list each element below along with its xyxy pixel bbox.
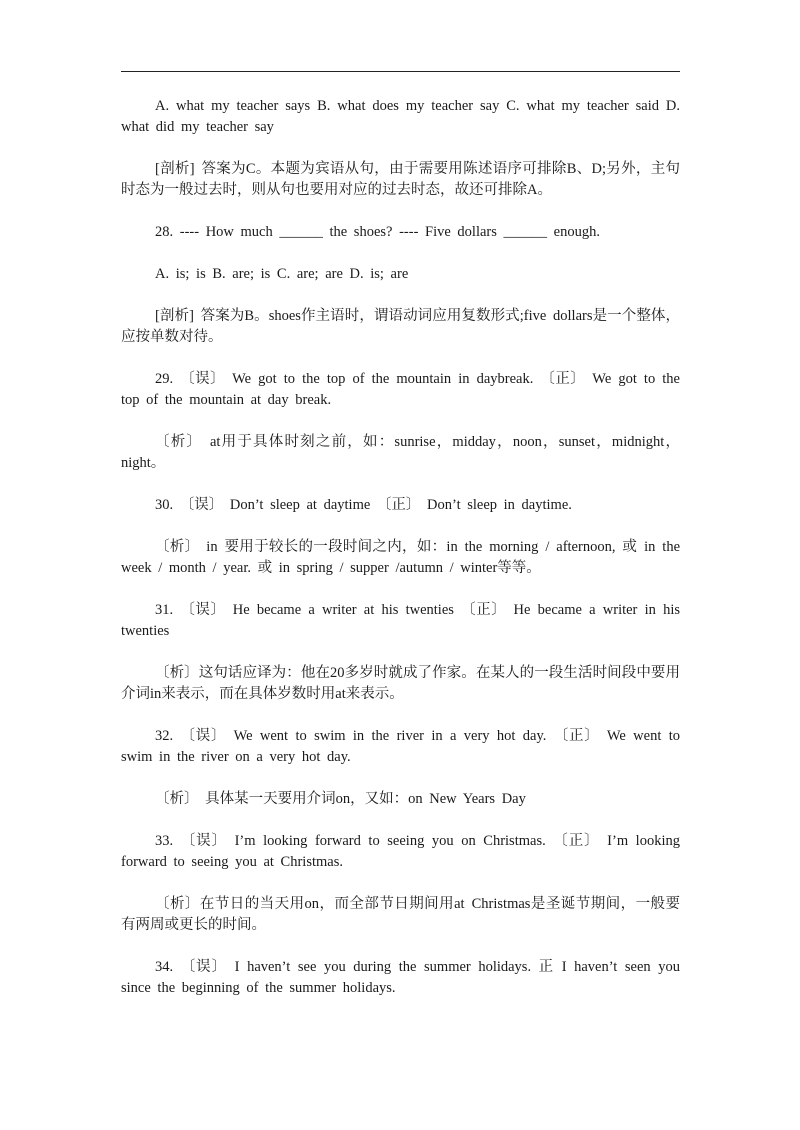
question-28-analysis: [剖析] 答案为B。shoes作主语时，谓语动词应用复数形式;five dollars是一个整体，应按单数对待。 [121, 308, 680, 345]
item-33-analysis: 〔析〕在节日的当天用on，而全部节日期间用at Christmas是圣诞节期间，一般要有两周或更长的时间。 [121, 896, 680, 933]
item-31-analysis: 〔析〕这句话应译为：他在20多岁时就成了作家。在某人的一段生活时间段中要用介词in来表示，而在具体岁数时用at来表示。 [121, 665, 680, 702]
item-33: 33. 〔误〕 I’m looking forward to seeing you on Christmas. 〔正〕 I’m looking forward to seeing you at Christmas. [121, 833, 680, 870]
question-28-options: A. is; is B. are; is C. are; are D. is; are [155, 266, 409, 282]
header-rule [121, 71, 680, 72]
question-27-analysis: [剖析] 答案为C。本题为宾语从句，由于需要用陈述语序可排除B、D;另外，主句时态为一般过去时，则从句也要用对应的过去时态，故还可排除A。 [121, 161, 680, 198]
document-body [121, 96, 680, 1020]
item-32: 32. 〔误〕 We went to swim in the river in a very hot day. 〔正〕 We went to swim in the river on a very hot day. [121, 728, 680, 765]
question-27-options: A. what my teacher says B. what does my teacher say C. what my teacher said D. what did my teacher say [121, 98, 680, 135]
item-29-analysis: 〔析〕 at用于具体时刻之前，如：sunrise，midday，noon，sunset，midnight，night。 [121, 434, 680, 471]
item-31: 31. 〔误〕 He became a writer at his twenties 〔正〕 He became a writer in his twenties [121, 602, 680, 639]
item-34: 34. 〔误〕 I haven’t see you during the summer holidays. 正 I haven’t seen you since the beginning of the summer holidays. [121, 959, 680, 996]
item-29: 29. 〔误〕 We got to the top of the mountain in daybreak. 〔正〕 We got to the top of the mountain at day break. [121, 371, 680, 408]
question-28: 28. ---- How much ______ the shoes? ---- Five dollars ______ enough. [155, 224, 600, 240]
item-30: 30. 〔误〕 Don’t sleep at daytime 〔正〕 Don’t sleep in daytime. [155, 497, 572, 513]
item-32-analysis: 〔析〕 具体某一天要用介词on，又如：on New Years Day [155, 791, 526, 807]
item-30-analysis: 〔析〕 in 要用于较长的一段时间之内，如：in the morning / afternoon, 或 in the week / month / year. 或 in spring / supper /autumn / winter等等。 [121, 539, 680, 576]
